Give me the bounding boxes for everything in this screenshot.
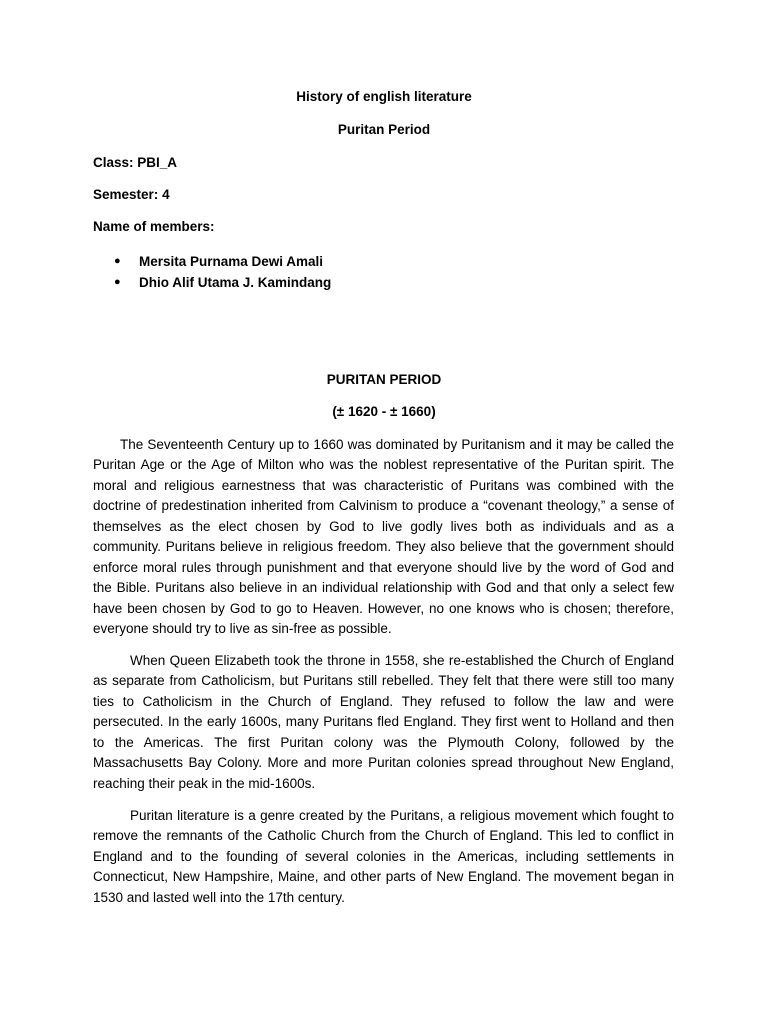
list-item xyxy=(114,272,331,293)
section-heading: PURITAN PERIOD xyxy=(326,372,442,387)
bullet-icon: ● xyxy=(114,276,121,288)
members-list xyxy=(114,251,331,293)
section-dates: (± 1620 - ± 1660) xyxy=(332,404,436,419)
class-value: PBI_A xyxy=(137,155,178,170)
document-title: History of english literature xyxy=(296,89,472,104)
class-label: Class: xyxy=(93,155,134,170)
member-name: Mersita Purnama Dewi Amali xyxy=(139,254,324,269)
paragraph-1: The Seventeenth Century up to 1660 was dominated by Puritanism and it may be called the Puritan Age or the Age of Milton who was the noblest representative of the Puritan spirit. The moral and religious earnestness that was characteristic of Puritans was combined with the doctrine of predestination inherited from Calvinism to produce a “covenant theology,” a sense of themselves as the elect chosen by God to live godly lives both as individuals and as a community. Puritans believe in religious freedom. They also believe that the government should enforce moral rules through punishment and that everyone should live by the word of God and the Bible. Puritans also believe in an individual relationship with God and that only a select few have been chosen by God to go to Heaven. However, no one knows who is chosen; therefore, everyone should try to live as sin-free as possible. xyxy=(93,437,674,637)
semester-label: Semester: xyxy=(93,187,159,202)
document-subtitle: Puritan Period xyxy=(337,122,431,137)
list-item xyxy=(114,251,331,272)
class-line xyxy=(93,154,177,171)
paragraph-2: When Queen Elizabeth took the throne in 1558, she re-established the Church of England as separate from Catholicism, but Puritans still rebelled. They felt that there were still too many ties to Catholicism in the Church of England. They refused to follow the law and were persecuted. In the early 1600s, many Puritans fled England. They first went to Holland and then to the Americas. The first Puritan colony was the Plymouth Colony, followed by the Massachusetts Bay Colony. More and more Puritan colonies spread throughout New England, reaching their peak in the mid-1600s. xyxy=(93,653,674,791)
member-name: Dhio Alif Utama J. Kamindang xyxy=(139,275,332,290)
members-label: Name of members: xyxy=(93,219,215,234)
bullet-icon: ● xyxy=(114,255,121,267)
semester-value: 4 xyxy=(162,187,170,202)
semester-line xyxy=(93,186,170,203)
paragraph-3: Puritan literature is a genre created by the Puritans, a religious movement which fought to remove the remnants of the Catholic Church from the Church of England. This led to conflict in England and to the founding of several colonies in the Americas, including settlements in Connecticut, New Hampshire, Maine, and other parts of New England. The movement began in 1530 and lasted well into the 17th century. xyxy=(93,808,674,905)
